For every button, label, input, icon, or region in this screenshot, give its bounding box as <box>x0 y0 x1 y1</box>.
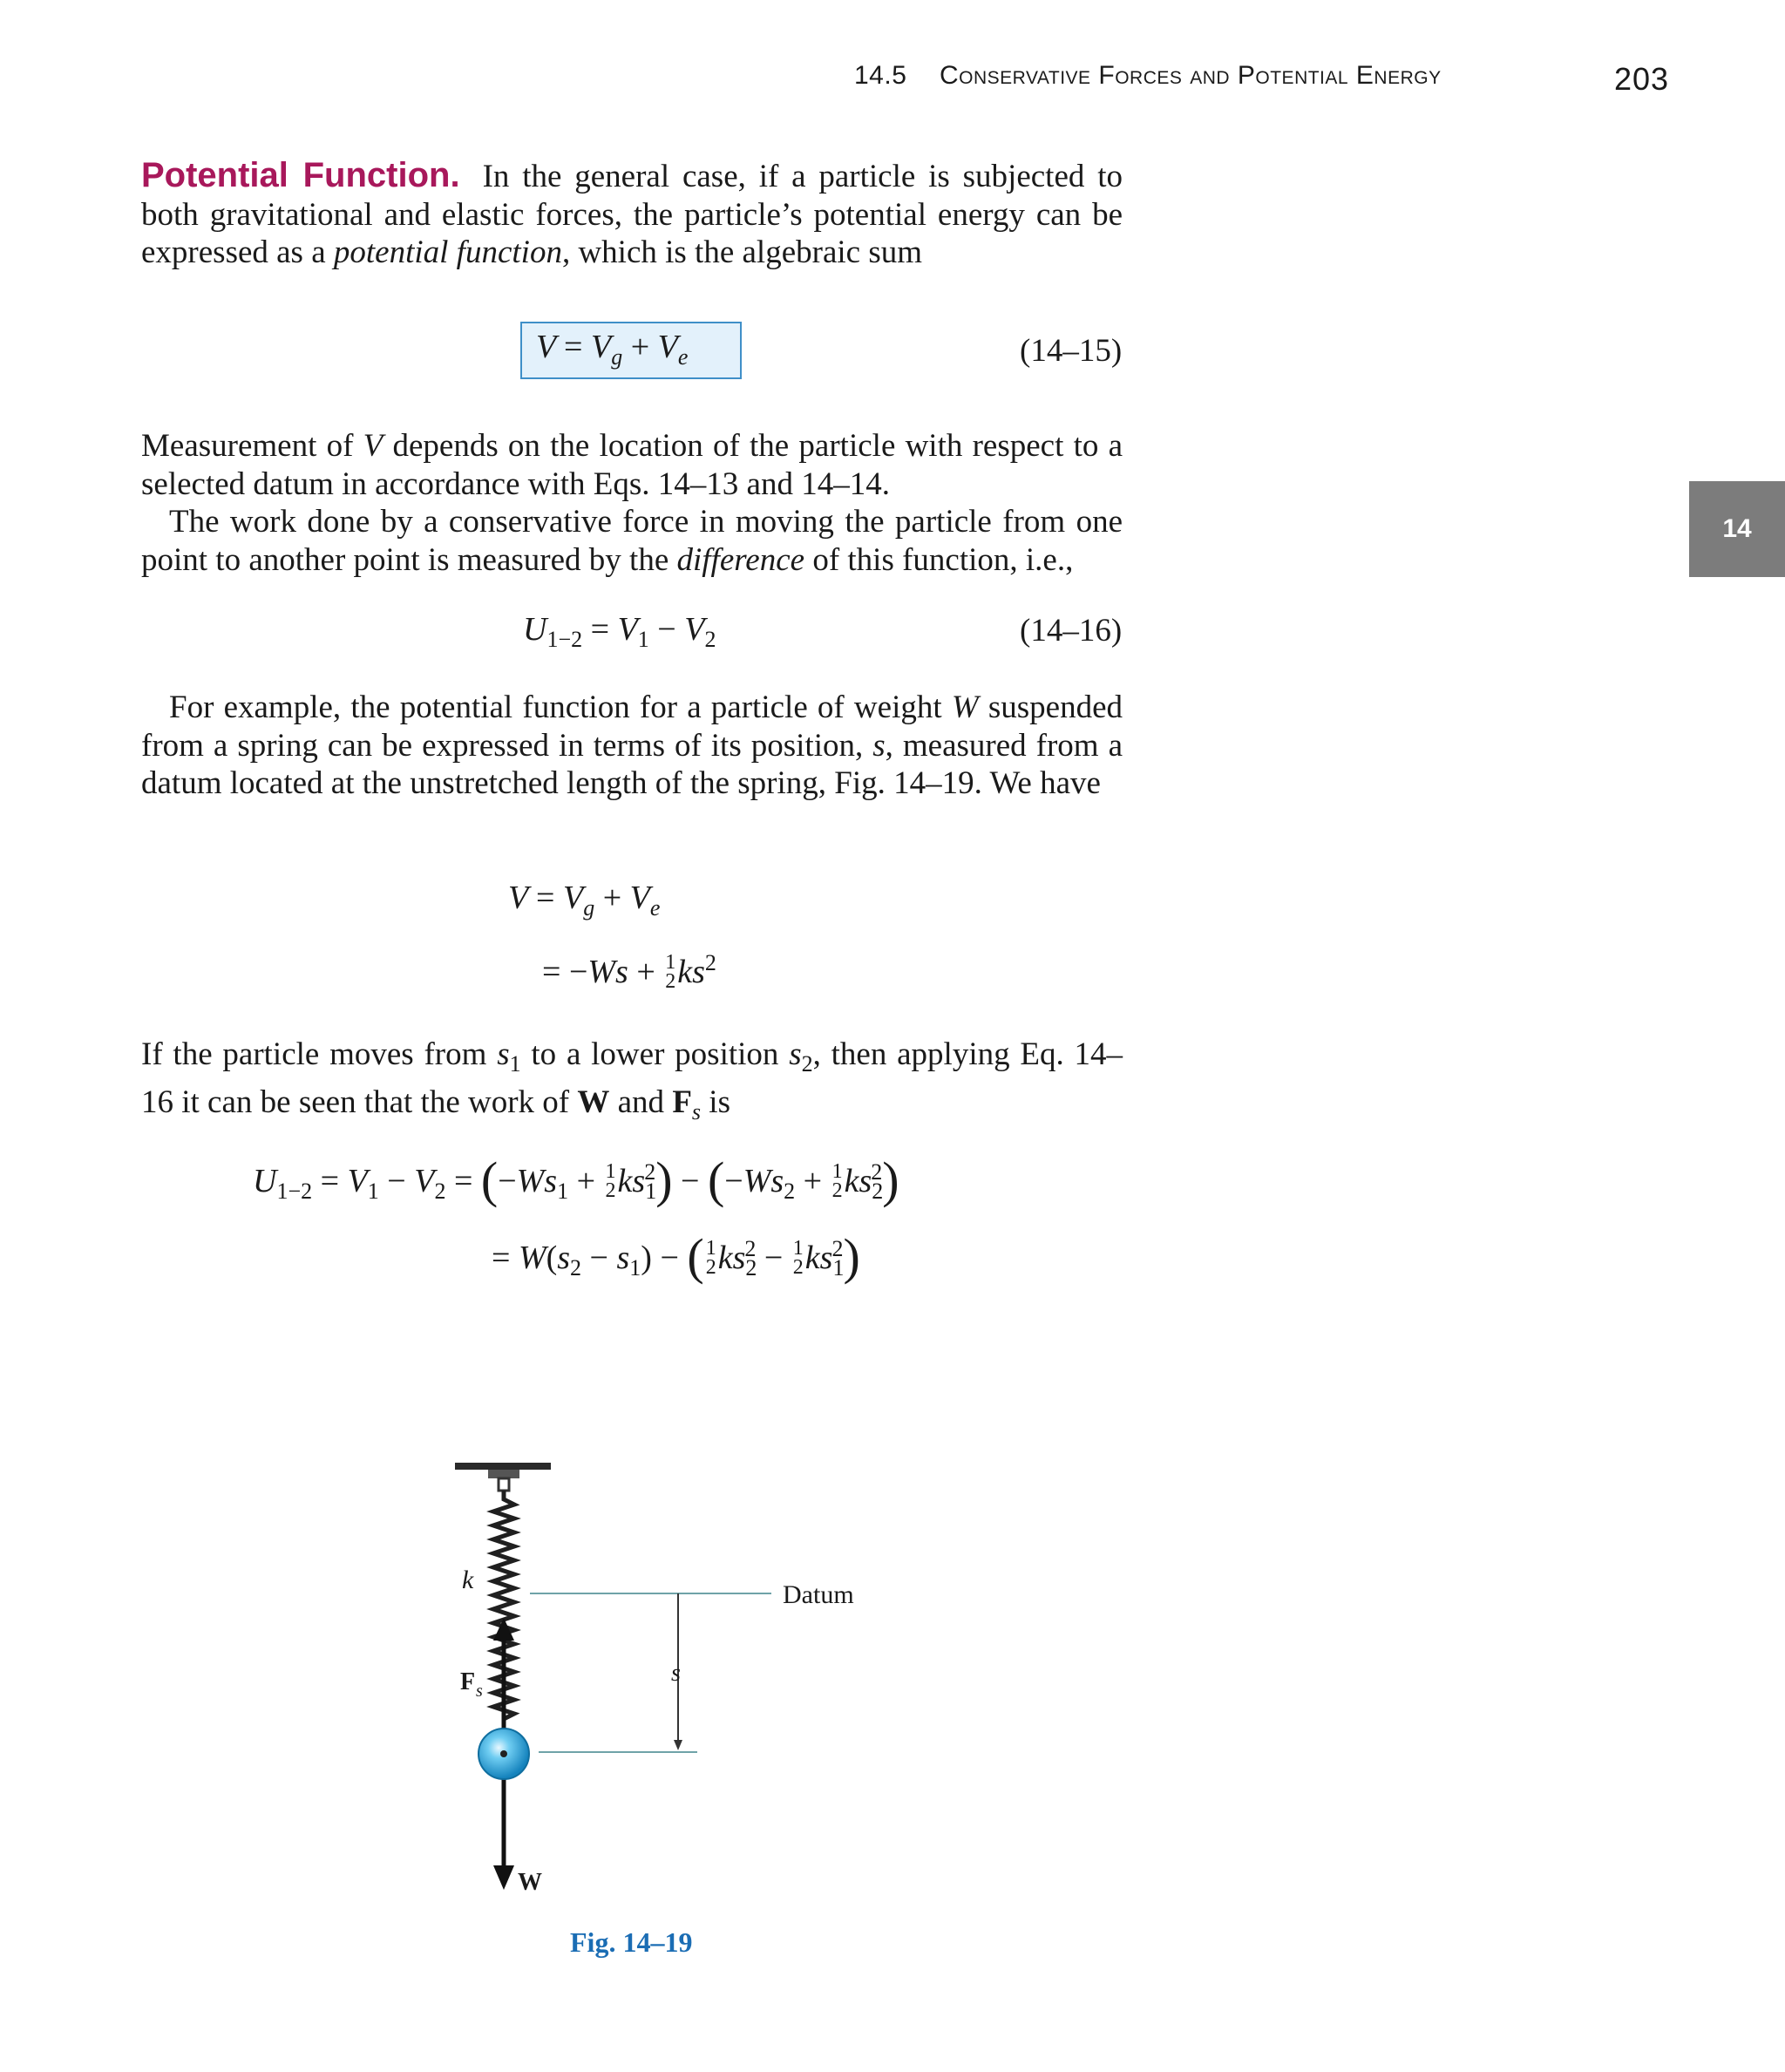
equation-work-line1: $U_{1-2} = V_1 - V_2 = (-Ws_1$ + 1 2 $ks_1^2) - (-Ws_2$ + 1 2 $ks_2^2$) <box>253 1151 899 1208</box>
label-fs: F <box>460 1668 476 1695</box>
equation-work-line2: = $W(s_2 - s_1)$ − ( 1 2 $ks_2^2$ − 1 2 $ks_1^2$) <box>492 1228 860 1285</box>
variable: s <box>872 727 886 764</box>
paragraph-measurement <box>141 427 1123 503</box>
text: suspended from a spring can be expressed in terms of its position, <box>141 690 1123 764</box>
spring-hook <box>499 1478 509 1491</box>
text: For example, the potential function for a particle of weight <box>169 690 942 725</box>
emphasis: potential function <box>333 234 562 271</box>
text: Measurement of <box>141 428 354 464</box>
text: If the particle moves from <box>141 1036 487 1072</box>
figure-spring-diagram <box>436 1438 924 1909</box>
label-fs-subscript: s <box>476 1681 483 1701</box>
paragraph-work <box>141 503 1123 579</box>
ceiling-support <box>455 1463 551 1470</box>
paragraph-moves: If the particle moves from $s_1$ to a lower position $s_2$, then applying Eq. 14–16 it can be seen that the work of W and $F_s$ is <box>141 1036 1123 1124</box>
text: , measured from a datum located at the unstretched length of the spring, Fig. 14–19. We have <box>141 727 1123 802</box>
text: depends on the location of the particle with respect to a selected datum in accordance with Eqs. 14–13 and 14–14. <box>141 428 1123 502</box>
bold-symbol: F <box>672 1084 692 1120</box>
chapter-tab: 14 <box>1689 481 1785 577</box>
weight-arrowhead <box>493 1865 514 1890</box>
label-s: s <box>671 1660 681 1687</box>
s-dimension-arrowhead <box>674 1740 682 1750</box>
text: The work done by a conservative force in moving the particle from one point to another point is measured by the <box>141 504 1123 578</box>
section-heading: Potential Function. <box>141 156 460 194</box>
equation-example-line1: $V = V_g + V_e$ <box>508 880 661 921</box>
label-k: k <box>462 1566 474 1594</box>
text: , which is the algebraic sum <box>561 234 923 271</box>
variable: W <box>951 690 979 725</box>
header-section-number: 14.5 <box>854 61 907 90</box>
text: is <box>709 1084 730 1120</box>
equation-14-16: $U_{1-2} = V_1 - V_2$ <box>523 611 716 652</box>
paragraph-potential-function <box>141 157 1123 272</box>
equation-number-14-16: (14–16) <box>1020 613 1123 649</box>
paragraph-example <box>141 689 1123 803</box>
label-datum: Datum <box>783 1580 854 1609</box>
particle-center <box>500 1750 507 1757</box>
equation-14-15: $V = V_g + V_e$ <box>536 329 689 370</box>
text: In the general case, if a particle is subjected to both gravitational and elastic forces, the particle’s potential energy can be expressed as a <box>141 159 1123 271</box>
equation-example-line2: = −Ws + 1 2 $ks^2$ <box>542 950 716 993</box>
text: of this function, i.e., <box>812 541 1074 578</box>
text: , then applying Eq. 14–16 it can be seen that the work of <box>141 1036 1123 1120</box>
equation-number-14-15: (14–15) <box>1020 333 1123 369</box>
text: to a lower position <box>531 1036 779 1072</box>
variable: V <box>363 428 383 464</box>
figure-caption: Fig. 14–19 <box>570 1926 693 1958</box>
label-w: W <box>518 1869 542 1896</box>
header-section-title: Conservative Forces and Potential Energy <box>940 61 1442 90</box>
header-page-number: 203 <box>1614 61 1670 97</box>
bold-symbol: W <box>577 1084 610 1120</box>
emphasis: difference <box>676 541 805 578</box>
text: and <box>617 1084 665 1120</box>
